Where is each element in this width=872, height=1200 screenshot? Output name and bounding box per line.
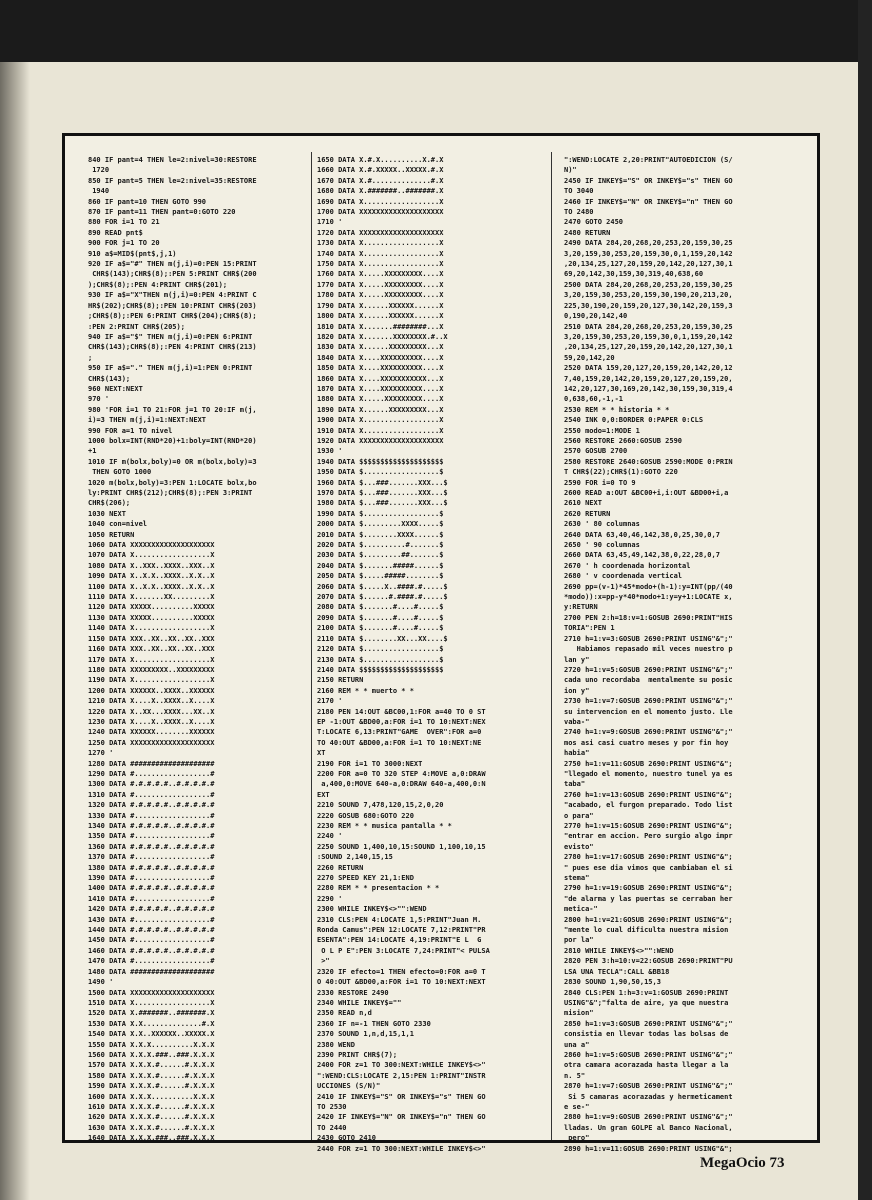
code-line: 1440 DATA #.#.#.#.#..#.#.#.#.# bbox=[88, 926, 215, 935]
code-line: CHR$(206); bbox=[88, 499, 131, 508]
code-line: 1940 DATA $$$$$$$$$$$$$$$$$$$$ bbox=[317, 457, 444, 466]
code-line: o para" bbox=[564, 811, 594, 820]
code-line: 2370 SOUND 1,n,d,15,1,1 bbox=[317, 1030, 414, 1039]
code-line: 1490 ' bbox=[88, 978, 114, 987]
code-line: 1060 DATA XXXXXXXXXXXXXXXXXXXX bbox=[88, 541, 215, 550]
code-line: EP -1:OUT &BD00,a:FOR i=1 TO 10:NEXT:NEX bbox=[317, 717, 486, 726]
code-line: 2740 h=1:v=9:GOSUB 2690:PRINT USING"&";" bbox=[564, 728, 733, 737]
code-line: 1580 DATA X.X.X.#......#.X.X.X bbox=[88, 1071, 215, 1080]
code-line: 1700 DATA XXXXXXXXXXXXXXXXXXXX bbox=[317, 208, 444, 217]
code-line: XT bbox=[317, 749, 326, 758]
code-line: 2850 h=1:v=3:GOSUB 2690:PRINT USING"&";" bbox=[564, 1019, 733, 1028]
code-line: 2140 DATA $$$$$$$$$$$$$$$$$$$$ bbox=[317, 665, 444, 674]
code-line: 1860 DATA X....XXXXXXXXXXX...X bbox=[317, 374, 444, 383]
code-line: 2800 h=1:v=21:GOSUB 2690:PRINT USING"&"; bbox=[564, 915, 733, 924]
code-line: 1790 DATA X......XXXXXX......X bbox=[317, 301, 444, 310]
page-footer: MegaOcio 73 bbox=[700, 1155, 785, 1171]
code-line: 1220 DATA X..XX...XXXX...XX..X bbox=[88, 707, 215, 716]
code-line: 2030 DATA $.........##.......$ bbox=[317, 551, 444, 560]
code-line: 1990 DATA $..................$ bbox=[317, 509, 444, 518]
code-line: 1920 DATA XXXXXXXXXXXXXXXXXXXX bbox=[317, 436, 444, 445]
code-line: "mente lo cual dificulta nuestra mision bbox=[564, 926, 729, 935]
code-line: 1280 DATA #################### bbox=[88, 759, 215, 768]
code-line: TORIA":PEN 1 bbox=[564, 624, 615, 633]
code-line: >" bbox=[317, 957, 330, 966]
code-line: 2860 h=1:v=5:GOSUB 2690:PRINT USING"&";" bbox=[564, 1050, 733, 1059]
code-line: 900 FOR j=1 TO 20 bbox=[88, 239, 160, 248]
code-line: 2220 GOSUB 680:GOTO 220 bbox=[317, 811, 414, 820]
code-line: 2190 FOR i=1 TO 3000:NEXT bbox=[317, 759, 423, 768]
code-line: O 40:OUT &BD00,a:FOR i=1 TO 10:NEXT:NEXT bbox=[317, 978, 486, 987]
code-line: T:LOCATE 6,13:PRINT"GAME OVER":FOR a=0 bbox=[317, 728, 482, 737]
code-line: 1570 DATA X.X.X.#......#.X.X.X bbox=[88, 1061, 215, 1070]
right-dark-band bbox=[858, 0, 872, 1200]
code-line: una a" bbox=[564, 1040, 590, 1049]
code-line: TO 3040 bbox=[564, 187, 594, 196]
code-line: 860 IF pant=10 THEN GOTO 990 bbox=[88, 197, 207, 206]
code-line: 1170 DATA X..................X bbox=[88, 655, 215, 664]
code-line: 2280 REM * * presentacion * * bbox=[317, 884, 440, 893]
code-line: TO 2480 bbox=[564, 208, 594, 217]
code-line: 2450 IF INKEY$="S" OR INKEY$="s" THEN GO bbox=[564, 176, 733, 185]
code-line: Ronda Camus":PEN 12:LOCATE 7,12:PRINT"PR bbox=[317, 926, 486, 935]
code-line: 1520 DATA X.#######..#######.X bbox=[88, 1009, 215, 1018]
code-line: T CHR$(22);CHR$(1):GOTO 220 bbox=[564, 468, 678, 477]
code-line: 2610 NEXT bbox=[564, 499, 602, 508]
code-line: 1550 DATA X.X.X..........X.X.X bbox=[88, 1040, 215, 1049]
code-line: 2350 READ n,d bbox=[317, 1009, 372, 1018]
code-line: TO 2440 bbox=[317, 1123, 347, 1132]
code-line: "acabado, el furgon preparado. Todo list bbox=[564, 801, 733, 810]
code-line: 2880 h=1:v=9:GOSUB 2690:PRINT USING"&";" bbox=[564, 1113, 733, 1122]
code-line: 1430 DATA #..................# bbox=[88, 915, 215, 924]
code-line: 920 IF a$="#" THEN m(j,i)=0:PEN 15:PRINT bbox=[88, 260, 257, 269]
code-line: 1000 bolx=INT(RND*20)+1:boly=INT(RND*20) bbox=[88, 436, 257, 445]
code-line: O L P E":PEN 3:LOCATE 7,24:PRINT"< PULSA bbox=[317, 946, 490, 955]
code-line: 2520 DATA 159,20,127,20,159,20,142,20,12 bbox=[564, 364, 733, 373]
code-line: 1350 DATA #..................# bbox=[88, 832, 215, 841]
code-line: "entrar en accion. Pero surgio algo impr bbox=[564, 832, 733, 841]
code-line: 1590 DATA X.X.X.#......#.X.X.X bbox=[88, 1082, 215, 1091]
code-line: n. 5" bbox=[564, 1071, 586, 1080]
code-line: 1010 IF m(bolx,boly)=0 OR m(bolx,boly)=3 bbox=[88, 457, 257, 466]
code-line: 1970 DATA $...###.......XXX...$ bbox=[317, 489, 448, 497]
code-line: 2050 DATA $.....#####........$ bbox=[317, 572, 444, 581]
code-line: 1200 DATA XXXXXX..XXXX..XXXXXX bbox=[88, 686, 215, 695]
column-divider-2 bbox=[551, 152, 552, 1140]
code-line: ESENTA":PEN 14:LOCATE 4,19:PRINT"E L G bbox=[317, 936, 482, 945]
code-line: 2660 DATA 63,45,49,142,38,0,22,28,0,7 bbox=[564, 551, 720, 560]
code-line: 2770 h=1:v=15:GOSUB 2690:PRINT USING"&"; bbox=[564, 822, 733, 830]
code-line: "de alarma y las puertas se cerraban her bbox=[564, 894, 733, 903]
code-line: i)=3 THEN m(j,i)=1:NEXT:NEXT bbox=[88, 416, 207, 425]
top-dark-band bbox=[0, 0, 872, 62]
code-line: "llegado el momento, nuestro tunel ya es bbox=[564, 769, 733, 778]
code-line: 1080 DATA X..XXX..XXXX..XXX..X bbox=[88, 561, 215, 570]
code-line: 2240 ' bbox=[317, 832, 343, 841]
code-line: 1030 NEXT bbox=[88, 509, 126, 518]
code-line: 2360 IF n=-1 THEN GOTO 2330 bbox=[317, 1019, 431, 1028]
code-line: 2170 ' bbox=[317, 697, 343, 706]
code-line: 2790 h=1:v=19:GOSUB 2690:PRINT USING"&"; bbox=[564, 884, 733, 893]
code-line: ":WEND:CLS:LOCATE 2,15:PEN 1:PRINT"INSTR bbox=[317, 1071, 486, 1080]
code-line: 2730 h=1:v=7:GOSUB 2690:PRINT USING"&";" bbox=[564, 697, 733, 706]
code-line: 1420 DATA #.#.#.#.#..#.#.#.#.# bbox=[88, 905, 215, 914]
code-line: ion y" bbox=[564, 686, 590, 695]
listing-column-1 bbox=[88, 155, 306, 1143]
code-line: 1660 DATA X.#.XXXXX..XXXXX.#.X bbox=[317, 166, 444, 175]
code-line: 2310 CLS:PEN 4:LOCATE 1,5:PRINT"Juan M. bbox=[317, 915, 482, 924]
code-line: 2110 DATA $........XX...XX....$ bbox=[317, 634, 448, 643]
code-line: EXT bbox=[317, 790, 330, 799]
code-line: 2680 ' v coordenada vertical bbox=[564, 572, 683, 581]
code-line: 2490 DATA 284,20,268,20,253,20,159,30,25 bbox=[564, 239, 733, 248]
code-line: 960 NEXT:NEXT bbox=[88, 384, 143, 393]
code-line: *modo)):x=pp-y*40*modo+1:y=y+1:LOCATE x, bbox=[564, 593, 733, 602]
code-line: 1720 DATA XXXXXXXXXXXXXXXXXXXX bbox=[317, 228, 444, 237]
code-line: 2210 SOUND 7,478,120,15,2,0,20 bbox=[317, 801, 444, 810]
code-line: 2810 WHILE INKEY$<>"":WEND bbox=[564, 946, 674, 955]
code-line: 990 FOR a=1 TO nivel bbox=[88, 426, 173, 435]
code-line: 2060 DATA $.....X..####.#.....$ bbox=[317, 582, 448, 591]
code-line: 2780 h=1:v=17:GOSUB 2690:PRINT USING"&"; bbox=[564, 853, 733, 862]
code-line: 840 IF pant=4 THEN le=2:nivel=30:RESTORE bbox=[88, 156, 257, 164]
code-line: cada uno recordaba mentalmente su posic bbox=[564, 676, 733, 685]
code-line: pero" bbox=[564, 1134, 590, 1143]
code-line: 2020 DATA $..........#.......$ bbox=[317, 541, 444, 550]
code-line: 2560 RESTORE 2660:GOSUB 2590 bbox=[564, 436, 683, 445]
code-line: 2000 DATA $.........XXXX.....$ bbox=[317, 520, 444, 529]
code-line: 1810 DATA X.......########...X bbox=[317, 322, 444, 331]
code-line: N)" bbox=[564, 166, 577, 175]
code-line: CHR$(143); bbox=[88, 374, 131, 383]
code-line: 1230 DATA X....X..XXXX..X....X bbox=[88, 717, 215, 726]
code-line: Habiamos repasado mil veces nuestro p bbox=[564, 645, 733, 654]
code-line: e se-" bbox=[564, 1102, 590, 1111]
code-line: 2720 h=1:v=5:GOSUB 2690:PRINT USING"&";" bbox=[564, 665, 733, 674]
code-line: 2260 RETURN bbox=[317, 863, 364, 872]
code-line: 1160 DATA XXX..XX..XX..XX..XXX bbox=[88, 645, 215, 654]
code-line: 890 READ pnt$ bbox=[88, 228, 143, 237]
code-line: 3,20,159,30,253,20,159,30,0,1,159,20,142 bbox=[564, 249, 733, 258]
code-line: 1650 DATA X.#.X..........X.#.X bbox=[317, 156, 444, 164]
code-line: 1310 DATA #..................# bbox=[88, 790, 215, 799]
code-line: 2440 FOR z=1 TO 300:NEXT:WHILE INKEY$<>" bbox=[317, 1144, 486, 1153]
code-line: 930 IF a$="X"THEN m(j,i)=0:PEN 4:PRINT C bbox=[88, 291, 257, 300]
code-line: THEN GOTO 1000 bbox=[88, 468, 152, 477]
code-line: 1840 DATA X....XXXXXXXXXX....X bbox=[317, 353, 444, 362]
code-line: 1500 DATA XXXXXXXXXXXXXXXXXXXX bbox=[88, 988, 215, 997]
code-line: 1630 DATA X.X.X.#......#.X.X.X bbox=[88, 1123, 215, 1132]
code-line: 1090 DATA X..X.X..XXXX..X.X..X bbox=[88, 572, 215, 581]
code-line: 2870 h=1:v=7:GOSUB 2690:PRINT USING"&";" bbox=[564, 1082, 733, 1091]
code-line: :PEN 2:PRINT CHR$(205); bbox=[88, 322, 185, 331]
code-line: 2130 DATA $..................$ bbox=[317, 655, 444, 664]
code-line: 1120 DATA XXXXX..........XXXXX bbox=[88, 603, 215, 612]
code-line: 1620 DATA X.X.X.#......#.X.X.X bbox=[88, 1113, 215, 1122]
code-line: 2620 RETURN bbox=[564, 509, 611, 518]
code-line: LSA UNA TECLA":CALL &BB18 bbox=[564, 967, 670, 976]
code-line: 2640 DATA 63,40,46,142,38,0,25,30,0,7 bbox=[564, 530, 720, 539]
code-line: +1 bbox=[88, 447, 97, 456]
code-line: 2100 DATA $.......#....#.....$ bbox=[317, 624, 444, 633]
code-line: 1800 DATA X......XXXXXX......X bbox=[317, 312, 444, 321]
code-line: 1020 m(bolx,boly)=3:PEN 1:LOCATE bolx,bo bbox=[88, 478, 257, 487]
code-line: 59,20,142,20 bbox=[564, 353, 615, 362]
code-line: 2010 DATA $........XXXX......$ bbox=[317, 530, 444, 539]
code-line: 2090 DATA $.......#....#.....$ bbox=[317, 613, 444, 622]
code-line: 1940 bbox=[88, 187, 110, 196]
code-line: 850 IF pant=5 THEN le=2:nivel=35:RESTORE bbox=[88, 176, 257, 185]
code-line: 1890 DATA X......XXXXXXXXX...X bbox=[317, 405, 444, 414]
code-line: 2430 GOTO 2410 bbox=[317, 1134, 377, 1143]
code-line: 2400 FOR z=1 TO 300:NEXT:WHILE INKEY$<>" bbox=[317, 1061, 486, 1070]
code-line: TO 40:OUT &BD00,a:FOR i=1 TO 10:NEXT:NE bbox=[317, 738, 482, 747]
code-line: 1240 DATA XXXXXX........XXXXXX bbox=[88, 728, 215, 737]
code-line: 1540 DATA X.X..XXXXXX..XXXXX.X bbox=[88, 1030, 215, 1039]
page-gutter-shadow bbox=[0, 0, 30, 1200]
code-line: 1770 DATA X.....XXXXXXXXX....X bbox=[317, 280, 444, 289]
code-line: 1710 ' bbox=[317, 218, 343, 227]
code-line: 2750 h=1:v=11:GOSUB 2690:PRINT USING"&"; bbox=[564, 759, 733, 768]
code-line: 2180 PEN 14:OUT &BC00,1:FOR a=40 TO 0 ST bbox=[317, 707, 486, 716]
code-line: 1980 DATA $...###.......XXX...$ bbox=[317, 499, 448, 508]
code-line: 1780 DATA X.....XXXXXXXXX....X bbox=[317, 291, 444, 300]
code-line: 910 a$=MID$(pnt$,j,1) bbox=[88, 249, 177, 258]
code-line: 2200 FOR a=0 TO 320 STEP 4:MOVE a,0:DRAW bbox=[317, 769, 486, 778]
code-line: lan y" bbox=[564, 655, 590, 664]
code-line: 1370 DATA #..................# bbox=[88, 853, 215, 862]
code-line: vaba-" bbox=[564, 717, 590, 726]
code-line: 880 FOR i=1 TO 21 bbox=[88, 218, 160, 227]
code-line: 2340 WHILE INKEY$="" bbox=[317, 998, 402, 1007]
code-line: :SOUND 2,140,15,15 bbox=[317, 853, 393, 862]
code-line: 1110 DATA X.......XX.........X bbox=[88, 593, 215, 602]
code-line: 2650 ' 90 columnas bbox=[564, 541, 640, 550]
code-line: mision" bbox=[564, 1009, 594, 1018]
code-line: 2690 pp=(v-1)*45*modo+(h-1):y=INT(pp/(40 bbox=[564, 582, 733, 591]
code-line: 1390 DATA #..................# bbox=[88, 874, 215, 883]
code-line: 1460 DATA #.#.#.#.#..#.#.#.#.# bbox=[88, 946, 215, 955]
code-line: 1300 DATA #.#.#.#.#..#.#.#.#.# bbox=[88, 780, 215, 789]
code-line: 1320 DATA #.#.#.#.#..#.#.#.#.# bbox=[88, 801, 215, 810]
code-line: 2840 CLS:PEN 1:h=3:v=1:GOSUB 2690:PRINT bbox=[564, 988, 729, 997]
code-line: 1830 DATA X......XXXXXXXXX...X bbox=[317, 343, 444, 352]
code-line: 1380 DATA #.#.#.#.#..#.#.#.#.# bbox=[88, 863, 215, 872]
code-line: 1130 DATA XXXXX..........XXXXX bbox=[88, 613, 215, 622]
code-line: CHR$(143);CHR$(8);:PEN 4:PRINT CHR$(213) bbox=[88, 343, 257, 352]
code-line: mos asi casi cuatro meses y por fin hoy bbox=[564, 738, 729, 747]
code-line: 1670 DATA X.#..............#.X bbox=[317, 176, 444, 185]
code-line: 2230 REM * * musica pantalla * * bbox=[317, 822, 452, 830]
code-line: habia" bbox=[564, 749, 590, 758]
code-line: 1760 DATA X.....XXXXXXXXX....X bbox=[317, 270, 444, 279]
code-line: 3,20,159,30,253,20,159,30,190,20,213,20, bbox=[564, 291, 733, 300]
code-line: 2830 SOUND 1,90,50,15,3 bbox=[564, 978, 661, 987]
code-line: 2700 PEN 2:h=18:v=1:GOSUB 2690:PRINT"HIS bbox=[564, 613, 733, 622]
code-line: 2250 SOUND 1,400,10,15:SOUND 1,100,10,15 bbox=[317, 842, 486, 851]
code-line: 2270 SPEED KEY 21,1:END bbox=[317, 874, 414, 883]
code-line: 69,20,142,30,159,30,319,40,638,60 bbox=[564, 270, 704, 279]
code-line: lladas. Un gran GOLPE al Banco Nacional, bbox=[564, 1123, 733, 1132]
code-line: ,20,134,25,127,20,159,20,142,20,127,30,1 bbox=[564, 343, 733, 352]
code-line: 1190 DATA X..................X bbox=[88, 676, 215, 685]
code-line: HR$(202);CHR$(8);:PEN 10:PRINT CHR$(203) bbox=[88, 301, 257, 310]
code-line: 1180 DATA XXXXXXXXX..XXXXXXXXX bbox=[88, 665, 215, 674]
code-line: 2040 DATA $.......#####......$ bbox=[317, 561, 444, 570]
code-line: 1560 DATA X.X.X.###..###.X.X.X bbox=[88, 1050, 215, 1059]
code-line: 870 IF pant=11 THEN pant=0:GOTO 220 bbox=[88, 208, 236, 217]
code-line: 1600 DATA X.X.X..........X.X.X bbox=[88, 1092, 215, 1101]
code-line: 0,190,20,142,40 bbox=[564, 312, 628, 321]
code-line: 1950 DATA $..................$ bbox=[317, 468, 444, 477]
code-line: 2290 ' bbox=[317, 894, 343, 903]
code-line: 2150 RETURN bbox=[317, 676, 364, 685]
code-line: 2470 GOTO 2450 bbox=[564, 218, 624, 227]
code-line: 1930 ' bbox=[317, 447, 343, 456]
code-line: 1100 DATA X..X.X..XXXX..X.X..X bbox=[88, 582, 215, 591]
code-line: 2080 DATA $.......#....#.....$ bbox=[317, 603, 444, 612]
code-line: 2540 INK 0,0:BORDER 0:PAPER 0:CLS bbox=[564, 416, 704, 425]
code-line: 2550 modo=1:MODE 1 bbox=[564, 426, 640, 435]
code-line: 1040 con=nivel bbox=[88, 520, 148, 529]
code-line: 1450 DATA #..................# bbox=[88, 936, 215, 945]
code-line: 2580 RESTORE 2640:GOSUB 2590:MODE 0:PRIN bbox=[564, 457, 733, 466]
code-line: 940 IF a$="$" THEN m(j,i)=0:PEN 6:PRINT bbox=[88, 332, 253, 341]
code-line: Si 5 camaras acorazadas y hermeticament bbox=[564, 1092, 733, 1101]
code-line: 2670 ' h coordenada horizontal bbox=[564, 561, 691, 570]
listing-column-2 bbox=[317, 155, 535, 1153]
code-line: por la" bbox=[564, 936, 594, 945]
code-line: 1680 DATA X.#######..#######.X bbox=[317, 187, 444, 196]
code-line: 1750 DATA X..................X bbox=[317, 260, 444, 269]
code-line: 2160 REM * * muerto * * bbox=[317, 686, 414, 695]
code-line: 1820 DATA X.......XXXXXXXX.#..X bbox=[317, 332, 448, 341]
code-line: );CHR$(8);:PEN 4:PRINT CHR$(201); bbox=[88, 280, 228, 289]
code-line: 1250 DATA XXXXXXXXXXXXXXXXXXXX bbox=[88, 738, 215, 747]
code-line: 2710 h=1:v=3:GOSUB 2690:PRINT USING"&";" bbox=[564, 634, 733, 643]
code-line: 1050 RETURN bbox=[88, 530, 135, 539]
code-line: 2510 DATA 284,20,268,20,253,20,159,30,25 bbox=[564, 322, 733, 331]
code-line: 1610 DATA X.X.X.#......#.X.X.X bbox=[88, 1102, 215, 1111]
code-line: 2390 PRINT CHR$(7); bbox=[317, 1050, 398, 1059]
code-line: 1900 DATA X..................X bbox=[317, 416, 444, 425]
code-line: 1850 DATA X....XXXXXXXXXX....X bbox=[317, 364, 444, 373]
code-line: y:RETURN bbox=[564, 603, 598, 612]
code-line: TO 2530 bbox=[317, 1102, 347, 1111]
code-line: 2330 RESTORE 2490 bbox=[317, 988, 389, 997]
code-line: 1880 DATA X.....XXXXXXXXX....X bbox=[317, 395, 444, 404]
code-line: 2420 IF INKEY$="N" OR INKEY$="n" THEN GO bbox=[317, 1113, 486, 1122]
code-line: 2300 WHILE INKEY$<>"":WEND bbox=[317, 905, 427, 914]
code-line: 142,20,127,30,169,20,142,30,159,30,319,4 bbox=[564, 384, 733, 393]
code-line: 1730 DATA X..................X bbox=[317, 239, 444, 248]
code-line: 2380 WEND bbox=[317, 1040, 355, 1049]
code-line: 2530 REM * * historia * * bbox=[564, 405, 670, 414]
code-line: ,20,134,25,127,20,159,20,142,20,127,30,1 bbox=[564, 260, 733, 269]
code-line: 1910 DATA X..................X bbox=[317, 426, 444, 435]
code-line: UCCIONES (S/N)" bbox=[317, 1082, 381, 1091]
code-line: 0,638,60,-1,-1 bbox=[564, 395, 624, 404]
code-line: 1530 DATA X.X..............#.X bbox=[88, 1019, 215, 1028]
code-line: 2410 IF INKEY$="S" OR INKEY$="s" THEN GO bbox=[317, 1092, 486, 1101]
code-line: 2590 FOR i=0 TO 9 bbox=[564, 478, 636, 487]
code-line: 2570 GOSUB 2700 bbox=[564, 447, 628, 456]
code-line: 2600 READ a:OUT &BC00+i,i:OUT &BD00+i,a bbox=[564, 489, 729, 497]
code-line: otra camara acorazada hasta llegar a la bbox=[564, 1061, 729, 1070]
code-line: 1870 DATA X....XXXXXXXXXX....X bbox=[317, 384, 444, 393]
code-line: 2120 DATA $..................$ bbox=[317, 645, 444, 654]
code-line: taba" bbox=[564, 780, 586, 789]
code-line: 2820 PEN 3:h=10:v=22:GOSUB 2690:PRINT"PU bbox=[564, 957, 733, 966]
code-line: 2070 DATA $......#.####.#.....$ bbox=[317, 593, 448, 602]
code-line: ly:PRINT CHR$(212);CHR$(8);:PEN 3:PRINT bbox=[88, 489, 253, 497]
code-line: 1720 bbox=[88, 166, 110, 175]
code-line: 1140 DATA X..................X bbox=[88, 624, 215, 633]
code-line: 1360 DATA #.#.#.#.#..#.#.#.#.# bbox=[88, 842, 215, 851]
listing-column-3 bbox=[564, 155, 800, 1153]
code-line: 950 IF a$="." THEN m(j,i)=1:PEN 0:PRINT bbox=[88, 364, 253, 373]
code-line: 2460 IF INKEY$="N" OR INKEY$="n" THEN GO bbox=[564, 197, 733, 206]
code-line: 970 ' bbox=[88, 395, 110, 404]
code-line: 1070 DATA X..................X bbox=[88, 551, 215, 560]
code-line: su intervencion en el momento justo. Lle bbox=[564, 707, 733, 716]
code-line: 1330 DATA #..................# bbox=[88, 811, 215, 820]
code-line: 2320 IF efecto=1 THEN efecto=0:FOR a=0 T bbox=[317, 967, 486, 976]
code-line: metica-" bbox=[564, 905, 598, 914]
code-line: 980 'FOR i=1 TO 21:FOR j=1 TO 20:IF m(j, bbox=[88, 405, 257, 414]
code-line: 2500 DATA 284,20,268,20,253,20,159,30,25 bbox=[564, 280, 733, 289]
code-line: 1340 DATA #.#.#.#.#..#.#.#.#.# bbox=[88, 822, 215, 830]
code-line: consistia en llevar todas las bolsas de bbox=[564, 1030, 729, 1039]
code-line: 1740 DATA X..................X bbox=[317, 249, 444, 258]
code-line: stema" bbox=[564, 874, 590, 883]
code-line: a,400,0:MOVE 640-a,0:DRAW 640-a,400,0:N bbox=[317, 780, 486, 789]
code-line: evisto" bbox=[564, 842, 594, 851]
code-line: 1270 ' bbox=[88, 749, 114, 758]
code-line: 1210 DATA X....X..XXXX..X....X bbox=[88, 697, 215, 706]
code-line: ; bbox=[88, 353, 93, 362]
code-line: 2890 h=1:v=11:GOSUB 2690:PRINT USING"&"; bbox=[564, 1144, 733, 1153]
code-line: CHR$(143);CHR$(8);:PEN 5:PRINT CHR$(200 bbox=[88, 270, 257, 279]
code-line: 1510 DATA X..................X bbox=[88, 998, 215, 1007]
code-line: 225,30,190,20,159,20,127,30,142,20,159,3 bbox=[564, 301, 733, 310]
code-line: 1410 DATA #..................# bbox=[88, 894, 215, 903]
code-line: 1400 DATA #.#.#.#.#..#.#.#.#.# bbox=[88, 884, 215, 893]
column-divider-1 bbox=[311, 152, 312, 1140]
code-line: 2760 h=1:v=13:GOSUB 2690:PRINT USING"&"; bbox=[564, 790, 733, 799]
code-line: " pues ese dia vimos que cambiaban el si bbox=[564, 863, 733, 872]
code-line: 1690 DATA X..................X bbox=[317, 197, 444, 206]
code-line: 1150 DATA XXX..XX..XX..XX..XXX bbox=[88, 634, 215, 643]
code-line: 1470 DATA #..................# bbox=[88, 957, 215, 966]
code-line: 1480 DATA #################### bbox=[88, 967, 215, 976]
code-line: 2630 ' 80 columnas bbox=[564, 520, 640, 529]
code-line: 3,20,159,30,253,20,159,30,0,1,159,20,142 bbox=[564, 332, 733, 341]
code-line: ;CHR$(8);:PEN 6:PRINT CHR$(204);CHR$(8); bbox=[88, 312, 257, 321]
code-line: 7,40,159,20,142,20,159,20,127,20,159,20, bbox=[564, 374, 733, 383]
code-line: ":WEND:LOCATE 2,20:PRINT"AUTOEDICION (S/ bbox=[564, 156, 733, 164]
code-line: 1290 DATA #..................# bbox=[88, 769, 215, 778]
code-line: 1960 DATA $...###.......XXX...$ bbox=[317, 478, 448, 487]
code-line: 1640 DATA X.X.X.###..###.X.X.X bbox=[88, 1134, 215, 1143]
code-line: USING"&";"falta de aire, ya que nuestra bbox=[564, 998, 729, 1007]
code-line: 2480 RETURN bbox=[564, 228, 611, 237]
